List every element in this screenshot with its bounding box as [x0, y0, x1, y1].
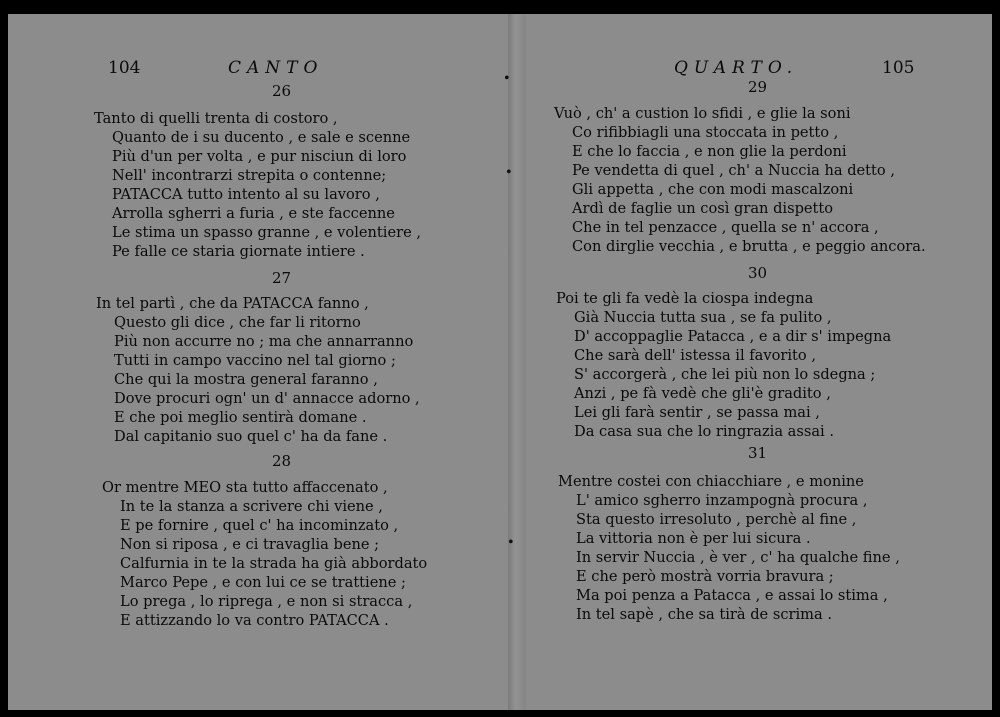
- verse-line: Più d'un per volta , e pur nisciun di loro: [112, 148, 407, 165]
- verse-line: E che lo faccia , e non glie la perdoni: [572, 143, 847, 160]
- gutter-mark: •: [504, 70, 510, 87]
- verse-line: Lo prega , lo riprega , e non si stracca ,: [120, 593, 413, 610]
- stanza-31: [558, 472, 900, 624]
- verse-line: E pe fornire , quel c' ha incominzato ,: [120, 517, 399, 534]
- stanza-number: 27: [272, 269, 292, 287]
- verse-line: Quanto de i su ducento , e sale e scenne: [112, 129, 411, 146]
- verse-line: Nell' incontrarzi strepita o contenne;: [112, 167, 387, 184]
- verse-line: Tanto di quelli trenta di costoro ,: [94, 110, 338, 127]
- verse-line: Più non accurre no ; ma che annarranno: [114, 333, 414, 350]
- verse-line: Poi te gli fa vedè la ciospa indegna: [556, 290, 814, 307]
- verse-line: Arrolla sgherri a furia , e ste faccenne: [112, 205, 395, 222]
- verse-line: Or mentre MEO sta tutto affaccenato ,: [102, 479, 388, 496]
- verse-line: Che in tel penzacce , quella se n' accora ,: [572, 219, 879, 236]
- verse-line: Tutti in campo vaccino nel tal giorno ;: [114, 352, 396, 369]
- verse-line: Anzi , pe fà vedè che gli'è gradito ,: [574, 385, 831, 402]
- verse-line: Dove procuri ogn' un d' annacce adorno ,: [114, 390, 420, 407]
- verse-line: Sta questo irresoluto , perchè al fine ,: [576, 511, 857, 528]
- book-scan: [8, 14, 992, 710]
- verse-line: Ardì de faglie un così gran dispetto: [572, 200, 834, 217]
- verse-line: Che sarà dell' istessa il favorito ,: [574, 347, 816, 364]
- verse-line: Non si riposa , e ci travaglia bene ;: [120, 536, 380, 553]
- book-gutter: [508, 14, 526, 710]
- verse-line: In servir Nuccia , è ver , c' ha qualche fine ,: [576, 549, 900, 566]
- left-running-title: CANTO: [228, 58, 324, 78]
- stanza-number: 28: [272, 452, 292, 470]
- stanza-29: [554, 104, 926, 256]
- stanza-26: [94, 109, 421, 261]
- verse-line: Pe vendetta di quel , ch' a Nuccia ha detto ,: [572, 162, 895, 179]
- verse-line: Con dirglie vecchia , e brutta , e peggio ancora.: [572, 238, 926, 255]
- right-page: [526, 14, 992, 710]
- verse-line: Co rifibbiagli una stoccata in petto ,: [572, 124, 839, 141]
- verse-line: E che però mostrà vorria bravura ;: [576, 568, 834, 585]
- verse-line: L' amico sgherro inzampognà procura ,: [576, 492, 868, 509]
- verse-line: Lei gli farà sentir , se passa mai ,: [574, 404, 820, 421]
- stanza-30: [556, 289, 891, 441]
- verse-line: Questo gli dice , che far li ritorno: [114, 314, 361, 331]
- stanza-28: [102, 478, 427, 630]
- right-page-number: 105: [882, 58, 915, 78]
- verse-line: Vuò , ch' a custion lo sfidi , e glie la soni: [554, 105, 851, 122]
- verse-line: In te la stanza a scrivere chi viene ,: [120, 498, 383, 515]
- verse-line: Già Nuccia tutta sua , se fa pulito ,: [574, 309, 832, 326]
- verse-line: E che poi meglio sentirà domane .: [114, 409, 367, 426]
- stanza-number: 31: [748, 444, 768, 462]
- verse-line: S' accorgerà , che lei più non lo sdegna ;: [574, 366, 876, 383]
- verse-line: D' accoppaglie Patacca , e a dir s' impegna: [574, 328, 892, 345]
- verse-line: Ma poi penza a Patacca , e assai lo stima ,: [576, 587, 888, 604]
- verse-line: In tel partì , che da PATACCA fanno ,: [96, 295, 369, 312]
- verse-line: Le stima un spasso granne , e volentiere ,: [112, 224, 421, 241]
- left-page: [8, 14, 508, 710]
- verse-line: Dal capitanio suo quel c' ha da fane .: [114, 428, 388, 445]
- verse-line: Da casa sua che lo ringrazia assai .: [574, 423, 834, 440]
- gutter-mark: •: [508, 534, 514, 551]
- verse-line: Pe falle ce staria giornate intiere .: [112, 243, 365, 260]
- verse-line: In tel sapè , che sa tirà de scrima .: [576, 606, 832, 623]
- verse-line: Calfurnia in te la strada ha già abbordato: [120, 555, 428, 572]
- verse-line: La vittoria non è per lui sicura .: [576, 530, 811, 547]
- left-page-number: 104: [108, 58, 141, 78]
- verse-line: E attizzando lo va contro PATACCA .: [120, 612, 389, 629]
- verse-line: PATACCA tutto intento al su lavoro ,: [112, 186, 380, 203]
- gutter-mark: •: [506, 164, 512, 181]
- verse-line: Che qui la mostra general faranno ,: [114, 371, 378, 388]
- stanza-27: [96, 294, 420, 446]
- stanza-number: 30: [748, 264, 768, 282]
- verse-line: Mentre costei con chiacchiare , e monine: [558, 473, 864, 490]
- right-running-title: QUARTO.: [674, 58, 799, 78]
- stanza-number: 26: [272, 82, 292, 100]
- verse-line: Gli appetta , che con modi mascalzoni: [572, 181, 854, 198]
- verse-line: Marco Pepe , e con lui ce se trattiene ;: [120, 574, 406, 591]
- stanza-number: 29: [748, 78, 768, 96]
